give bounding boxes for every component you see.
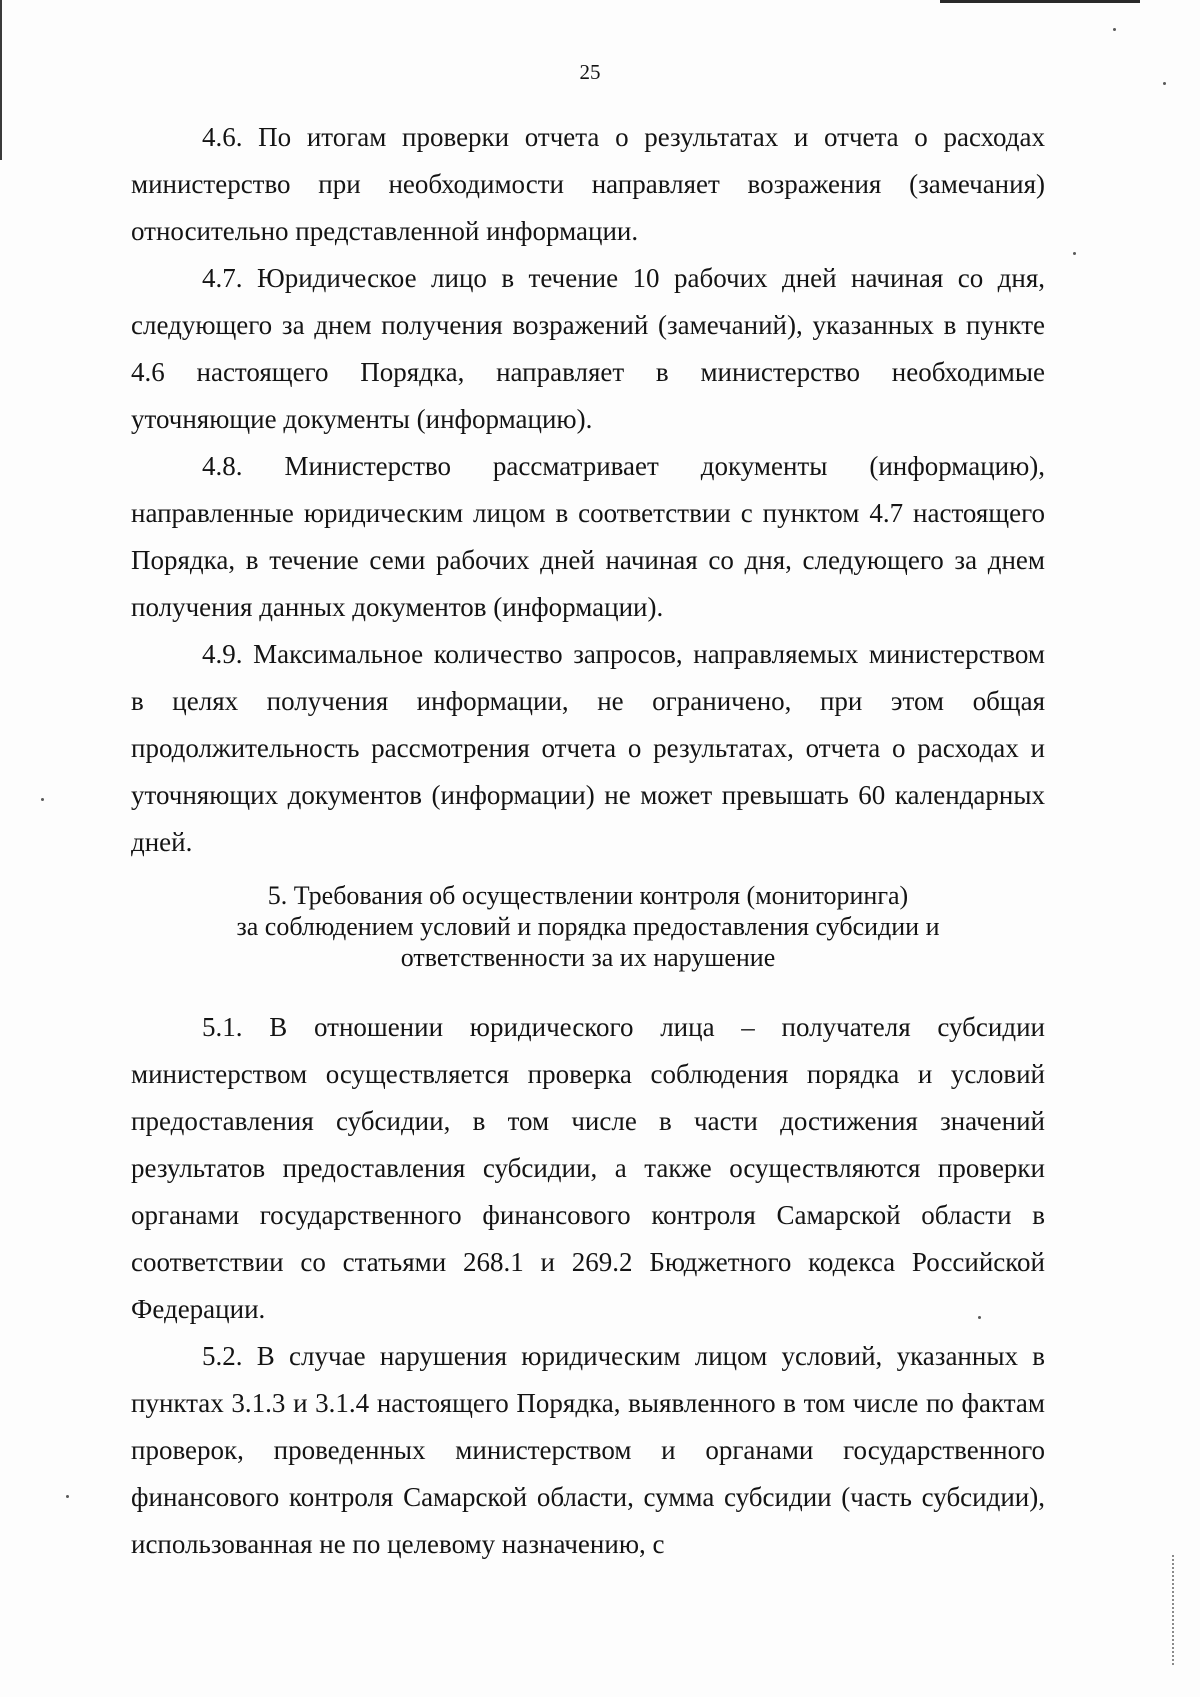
paragraph-5-2: 5.2. В случае нарушения юридическим лицом условий, указанных в пунктах 3.1.3 и 3.1.4 настоящего Порядка, выявленного в том числе по фактам проверок, проведенных министерством и органами государственного финансового контроля Самарской области, сумма субсидии (часть субсидии), использованная не по целевому назначению, с bbox=[131, 1341, 1045, 1559]
section-5-heading bbox=[131, 880, 1045, 973]
scan-dots-right bbox=[1172, 1555, 1176, 1665]
section-heading-line: за соблюдением условий и порядка предоставления субсидии и bbox=[236, 912, 940, 941]
scan-speck bbox=[1113, 28, 1116, 31]
page-number: 25 bbox=[579, 60, 601, 84]
section-heading-line: 5. Требования об осуществлении контроля (мониторинга) bbox=[267, 881, 909, 910]
scan-speck bbox=[1073, 252, 1076, 255]
section-heading-line: ответственности за их нарушение bbox=[400, 943, 776, 972]
document-body bbox=[131, 114, 1045, 1568]
paragraph-4-7: 4.7. Юридическое лицо в течение 10 рабочих дней начиная со дня, следующего за днем получения возражений (замечаний), указанных в пункте 4.6 настоящего Порядка, направляет в министерство необходимые уточняющие документы (информацию). bbox=[131, 263, 1045, 434]
paragraph-4-8: 4.8. Министерство рассматривает документы (информацию), направленные юридическим лицом в соответствии с пунктом 4.7 настоящего Порядка, в течение семи рабочих дней начиная со дня, следующего за днем получения данных документов (информации). bbox=[131, 451, 1045, 622]
paragraph-4-6: 4.6. По итогам проверки отчета о результатах и отчета о расходах министерство при необходимости направляет возражения (замечания) относительно представленной информации. bbox=[131, 122, 1045, 246]
paragraph-5-1: 5.1. В отношении юридического лица – получателя субсидии министерством осуществляется проверка соблюдения порядка и условий предоставления субсидии, в том числе в части достижения значений результатов предоставления субсидии, а также осуществляются проверки органами государственного финансового контроля Самарской области в соответствии со статьями 268.1 и 269.2 Бюджетного кодекса Российской Федерации. bbox=[131, 1012, 1045, 1324]
paragraph-4-9: 4.9. Максимальное количество запросов, направляемых министерством в целях получения информации, не ограничено, при этом общая продолжительность рассмотрения отчета о результатах, отчета о расходах и уточняющих документов (информации) не может превышать 60 календарных дней. bbox=[131, 639, 1045, 857]
scan-speck bbox=[66, 1495, 69, 1498]
scan-edge-top bbox=[940, 0, 1140, 3]
scan-speck bbox=[41, 798, 44, 801]
